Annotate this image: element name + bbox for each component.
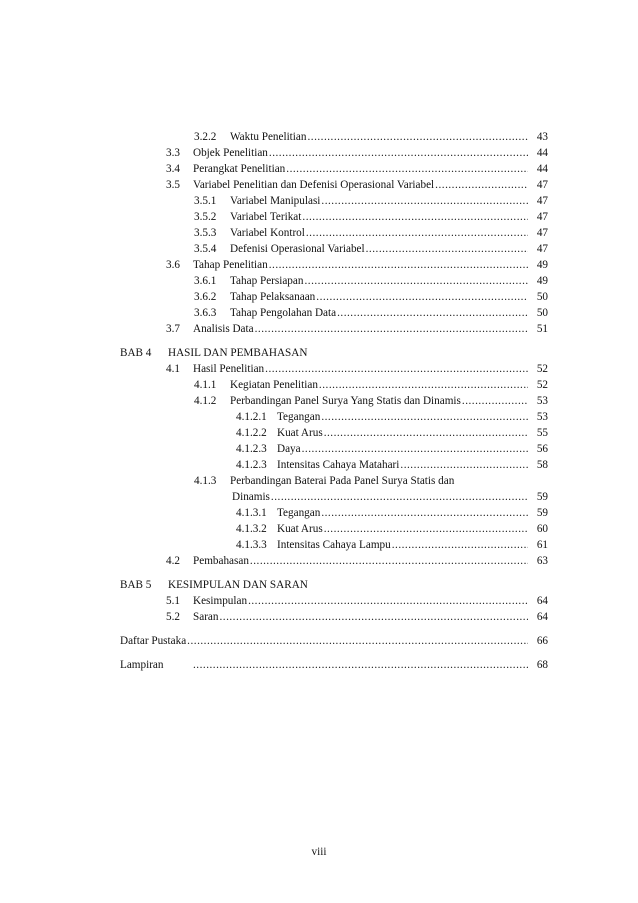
toc-entry (230, 273, 528, 289)
entry-title: Perbandingan Baterai Pada Panel Surya Statis dan (230, 475, 455, 487)
dot-leader (316, 289, 528, 305)
entry-title: Analisis Data (193, 323, 254, 335)
toc-entry (277, 537, 528, 553)
toc-entry (230, 305, 528, 321)
toc-entry (193, 553, 528, 569)
dot-leader (193, 657, 528, 673)
toc-entry (193, 609, 528, 625)
page-number-ref: 43 (536, 131, 548, 143)
page-number-ref: 47 (536, 195, 548, 207)
dot-leader (366, 241, 528, 257)
page-number-ref: 44 (536, 147, 548, 159)
toc-entry (193, 177, 528, 193)
toc-entry (277, 457, 528, 473)
dot-leader (271, 489, 528, 505)
page-number-ref: 59 (536, 507, 548, 519)
page-number-ref: 47 (536, 179, 548, 191)
entry-number: 4.1.3.3 (236, 539, 267, 551)
toc-entry (230, 129, 528, 145)
dot-leader (187, 633, 528, 649)
entry-title: Dinamis (232, 491, 270, 503)
entry-title: Kegiatan Penelitian (230, 379, 318, 391)
entry-title: Kuat Arus (277, 523, 323, 535)
entry-number: 4.1.3 (194, 475, 217, 487)
dot-leader (248, 593, 528, 609)
entry-title: Waktu Penelitian (230, 131, 307, 143)
entry-title: Defenisi Operasional Variabel (230, 243, 365, 255)
entry-title: Tahap Pelaksanaan (230, 291, 316, 303)
toc-entry (230, 377, 528, 393)
entry-title: Variabel Terikat (230, 211, 302, 223)
page-number-ref: 47 (536, 243, 548, 255)
page-number-ref: 52 (536, 363, 548, 375)
dot-leader (337, 305, 528, 321)
entry-number: 4.1.1 (194, 379, 217, 391)
entry-number: 4.1.3.2 (236, 523, 267, 535)
entry-title: Pembahasan (193, 555, 249, 567)
dot-leader (269, 257, 528, 273)
page-number-ref: 50 (536, 307, 548, 319)
page-number-ref: 59 (536, 491, 548, 503)
entry-title: Kesimpulan (193, 595, 248, 607)
entry-title: Daya (277, 443, 301, 455)
page-number-ref: 66 (536, 635, 548, 647)
entry-number: 3.5.3 (194, 227, 217, 239)
entry-number: 4.1.2.1 (236, 411, 267, 423)
toc-entry (193, 145, 528, 161)
toc-entry (277, 441, 528, 457)
entry-number: 3.6.2 (194, 291, 217, 303)
page-number-ref: 44 (536, 163, 548, 175)
entry-number: 3.5.2 (194, 211, 217, 223)
page-number-ref: 58 (536, 459, 548, 471)
dot-leader (255, 321, 528, 337)
entry-number: 4.1.2.3 (236, 459, 267, 471)
toc-entry (277, 425, 528, 441)
page-number-ref: 51 (536, 323, 548, 335)
page-number-ref: 47 (536, 211, 548, 223)
toc-entry (230, 289, 528, 305)
entry-title: Variabel Kontrol (230, 227, 305, 239)
toc-entry (232, 489, 528, 505)
entry-number: 4.1.2.3 (236, 443, 267, 455)
entry-title: Tahap Pengolahan Data (230, 307, 337, 319)
entry-number: 3.5.1 (194, 195, 217, 207)
toc-entry (230, 393, 528, 409)
toc-entry (193, 321, 528, 337)
toc-entry (277, 521, 528, 537)
dot-leader (321, 193, 528, 209)
page-number-ref: 53 (536, 395, 548, 407)
entry-title: Daftar Pustaka (120, 635, 187, 647)
page-number-ref: 68 (536, 659, 548, 671)
page-number-ref: 50 (536, 291, 548, 303)
dot-leader (392, 537, 528, 553)
dot-leader (324, 425, 528, 441)
page-number: viii (311, 846, 327, 858)
chapter-number: BAB 4 (120, 347, 152, 359)
entry-title: Hasil Penelitian (193, 363, 265, 375)
toc-entry (277, 409, 528, 425)
dot-leader (250, 553, 528, 569)
page-number-ref: 64 (536, 611, 548, 623)
page-number-ref: 64 (536, 595, 548, 607)
entry-number: 4.1.2.2 (236, 427, 267, 439)
entry-title: Perbandingan Panel Surya Yang Statis dan Dinamis (230, 395, 461, 407)
dot-leader (304, 273, 528, 289)
dot-leader (307, 129, 528, 145)
page-number-ref: 56 (536, 443, 548, 455)
dot-leader (302, 441, 528, 457)
chapter-number: BAB 5 (120, 579, 152, 591)
entry-title: Perangkat Penelitian (193, 163, 286, 175)
chapter-title: KESIMPULAN DAN SARAN (168, 579, 308, 591)
entry-title: Intensitas Cahaya Matahari (277, 459, 400, 471)
dot-leader-dots (193, 657, 528, 673)
page-number-ref: 49 (536, 275, 548, 287)
entry-title: Variabel Manipulasi (230, 195, 321, 207)
entry-number: 5.2 (166, 611, 180, 623)
dot-leader (269, 145, 528, 161)
toc-entry (230, 225, 528, 241)
toc-entry (230, 209, 528, 225)
dot-leader (219, 609, 528, 625)
entry-number: 3.3 (166, 147, 180, 159)
entry-number: 3.7 (166, 323, 180, 335)
entry-number: 3.5.4 (194, 243, 217, 255)
dot-leader (321, 409, 528, 425)
dot-leader (265, 361, 528, 377)
toc-entry (120, 633, 528, 649)
entry-title: Lampiran (120, 659, 164, 671)
entry-title: Tahap Persiapan (230, 275, 304, 287)
entry-number: 5.1 (166, 595, 180, 607)
page-number-ref: 61 (536, 539, 548, 551)
dot-leader (321, 505, 528, 521)
entry-title: Tegangan (277, 507, 321, 519)
page-number-ref: 63 (536, 555, 548, 567)
entry-number: 3.6.3 (194, 307, 217, 319)
entry-number: 3.5 (166, 179, 180, 191)
dot-leader (302, 209, 528, 225)
dot-leader (306, 225, 528, 241)
toc-entry (193, 161, 528, 177)
entry-title: Intensitas Cahaya Lampu (277, 539, 391, 551)
page-number-ref: 49 (536, 259, 548, 271)
toc-entry (193, 257, 528, 273)
page-number-ref: 60 (536, 523, 548, 535)
entry-title: Kuat Arus (277, 427, 323, 439)
entry-number: 3.4 (166, 163, 180, 175)
entry-number: 3.6.1 (194, 275, 217, 287)
entry-number: 4.2 (166, 555, 180, 567)
page-number-ref: 52 (536, 379, 548, 391)
page-number-ref: 47 (536, 227, 548, 239)
toc-entry (230, 193, 528, 209)
toc-entry (230, 241, 528, 257)
entry-title: Tegangan (277, 411, 321, 423)
dot-leader (319, 377, 528, 393)
dot-leader (462, 393, 528, 409)
entry-number: 4.1 (166, 363, 180, 375)
dot-leader (400, 457, 528, 473)
toc-entry (193, 361, 528, 377)
entry-title: Objek Penelitian (193, 147, 268, 159)
entry-number: 4.1.3.1 (236, 507, 267, 519)
dot-leader (286, 161, 528, 177)
toc-entry (193, 593, 528, 609)
toc-entry (277, 505, 528, 521)
entry-number: 3.6 (166, 259, 180, 271)
entry-number: 4.1.2 (194, 395, 217, 407)
entry-title: Variabel Penelitian dan Defenisi Operasional Variabel (193, 179, 435, 191)
entry-title: Saran (193, 611, 219, 623)
page-number-ref: 55 (536, 427, 548, 439)
page-number-ref: 53 (536, 411, 548, 423)
entry-number: 3.2.2 (194, 131, 217, 143)
dot-leader (435, 177, 528, 193)
entry-title: Tahap Penelitian (193, 259, 268, 271)
dot-leader (324, 521, 528, 537)
chapter-title: HASIL DAN PEMBAHASAN (168, 347, 308, 359)
